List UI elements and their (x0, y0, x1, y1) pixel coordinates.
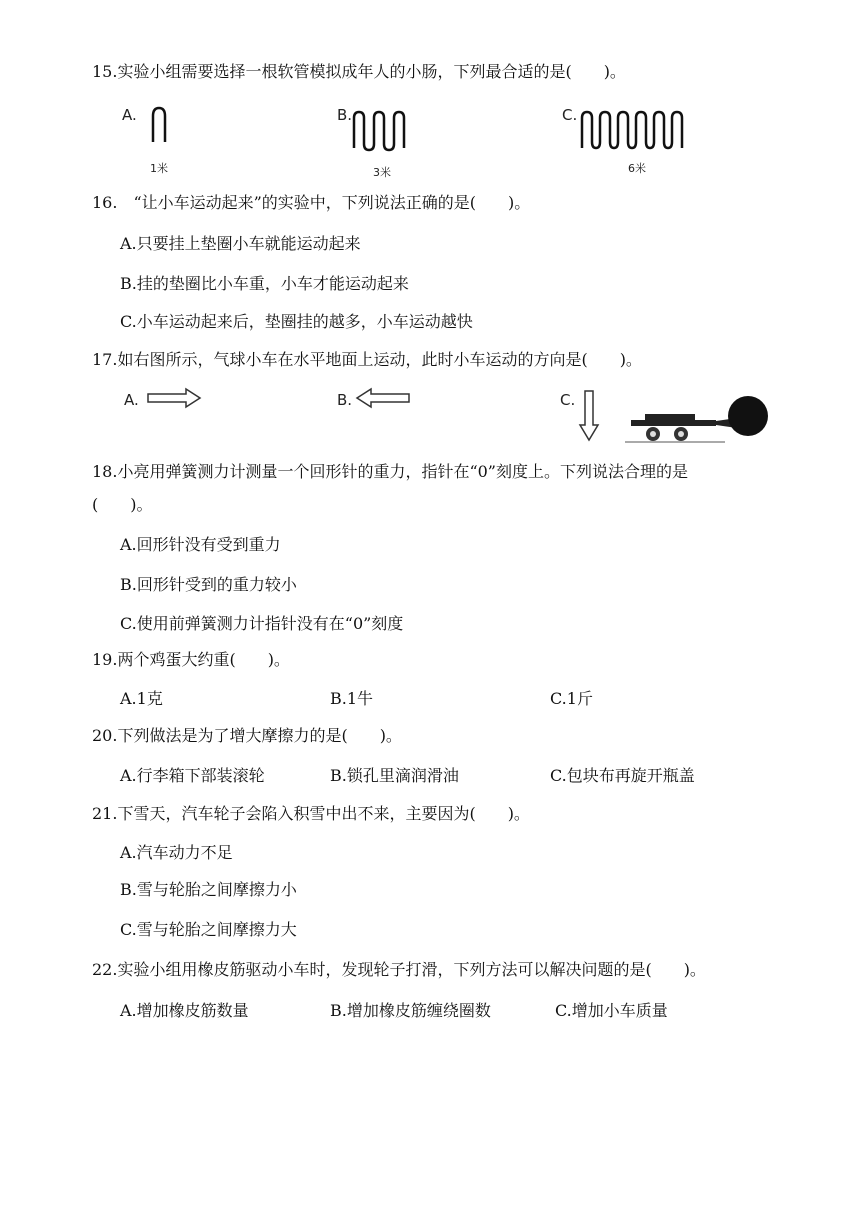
q19-option-b: B.1牛 (330, 689, 374, 708)
balloon-icon (728, 396, 768, 436)
tube-6m-icon (582, 112, 682, 148)
car-body (631, 420, 716, 426)
wheel-rear-icon (674, 427, 688, 441)
q16-option-c: C.小车运动起来后，垫圈挂的越多，小车运动越快 (120, 312, 473, 331)
q19-option-a: A.1克 (120, 689, 163, 708)
q18-option-b: B.回形针受到的重力较小 (120, 575, 297, 594)
q18-option-c: C.使用前弹簧测力计指针没有在“0”刻度 (120, 614, 404, 633)
q17-option-b-figure (335, 385, 425, 415)
q15-option-b-length: 3米 (373, 166, 391, 179)
q21-option-c: C.雪与轮胎之间摩擦力大 (120, 920, 297, 939)
left-arrow-icon (357, 389, 409, 407)
question-16-stem: 16. “让小车运动起来”的实验中，下列说法正确的是( )。 (92, 193, 531, 212)
q15-option-a-letter: A. (122, 106, 137, 124)
q17-option-a-letter: A. (124, 391, 139, 409)
question-20-stem: 20.下列做法是为了增大摩擦力的是( )。 (92, 726, 402, 745)
down-arrow-icon (580, 391, 598, 440)
q15-option-a-length: 1米 (150, 162, 168, 175)
q22-option-b: B.增加橡皮筋缠绕圈数 (330, 1001, 491, 1020)
q15-option-b-figure (335, 100, 425, 180)
q15-option-c-letter: C. (562, 106, 578, 124)
tube-3m-icon (354, 112, 404, 150)
question-22-stem: 22.实验小组用橡皮筋驱动小车时，发现轮子打滑，下列方法可以解决问题的是( )。 (92, 960, 706, 979)
q15-option-c-figure (560, 100, 700, 180)
q17-option-a-figure (122, 385, 212, 415)
question-19-stem: 19.两个鸡蛋大约重( )。 (92, 650, 290, 669)
q16-option-a: A.只要挂上垫圈小车就能运动起来 (120, 234, 361, 253)
q20-option-a: A.行李箱下部装滚轮 (120, 766, 265, 785)
question-17-stem: 17.如右图所示，气球小车在水平地面上运动，此时小车运动的方向是( )。 (92, 350, 642, 369)
q15-option-b-letter: B. (337, 106, 353, 124)
q15-option-a-figure (120, 100, 200, 180)
question-15-stem: 15.实验小组需要选择一根软管模拟成年人的小肠，下列最合适的是( )。 (92, 62, 626, 81)
q20-option-b: B.锁孔里滴润滑油 (330, 766, 459, 785)
wheel-front-icon (646, 427, 660, 441)
q22-option-a: A.增加橡皮筋数量 (120, 1001, 249, 1020)
q21-option-a: A.汽车动力不足 (120, 843, 233, 862)
q20-option-c: C.包块布再旋开瓶盖 (550, 766, 695, 785)
q18-option-a: A.回形针没有受到重力 (120, 535, 281, 554)
question-18-stem-line1: 18.小亮用弹簧测力计测量一个回形针的重力，指针在“0”刻度上。下列说法合理的是 (92, 462, 688, 481)
question-18-stem-line2: ( )。 (92, 495, 153, 514)
right-arrow-icon (148, 389, 200, 407)
q15-option-c-length: 6米 (628, 162, 646, 175)
q16-option-b: B.挂的垫圈比小车重，小车才能运动起来 (120, 274, 409, 293)
q21-option-b: B.雪与轮胎之间摩擦力小 (120, 880, 297, 899)
q17-option-c-letter: C. (560, 391, 576, 409)
balloon-car-illustration (625, 388, 770, 450)
q17-option-b-letter: B. (337, 391, 353, 409)
question-21-stem: 21.下雪天，汽车轮子会陷入积雪中出不来，主要因为( )。 (92, 804, 530, 823)
q19-option-c: C.1斤 (550, 689, 593, 708)
q17-option-c-figure (558, 385, 608, 445)
tube-1m-icon (153, 108, 165, 142)
q22-option-c: C.增加小车质量 (555, 1001, 668, 1020)
car-top (645, 414, 695, 420)
